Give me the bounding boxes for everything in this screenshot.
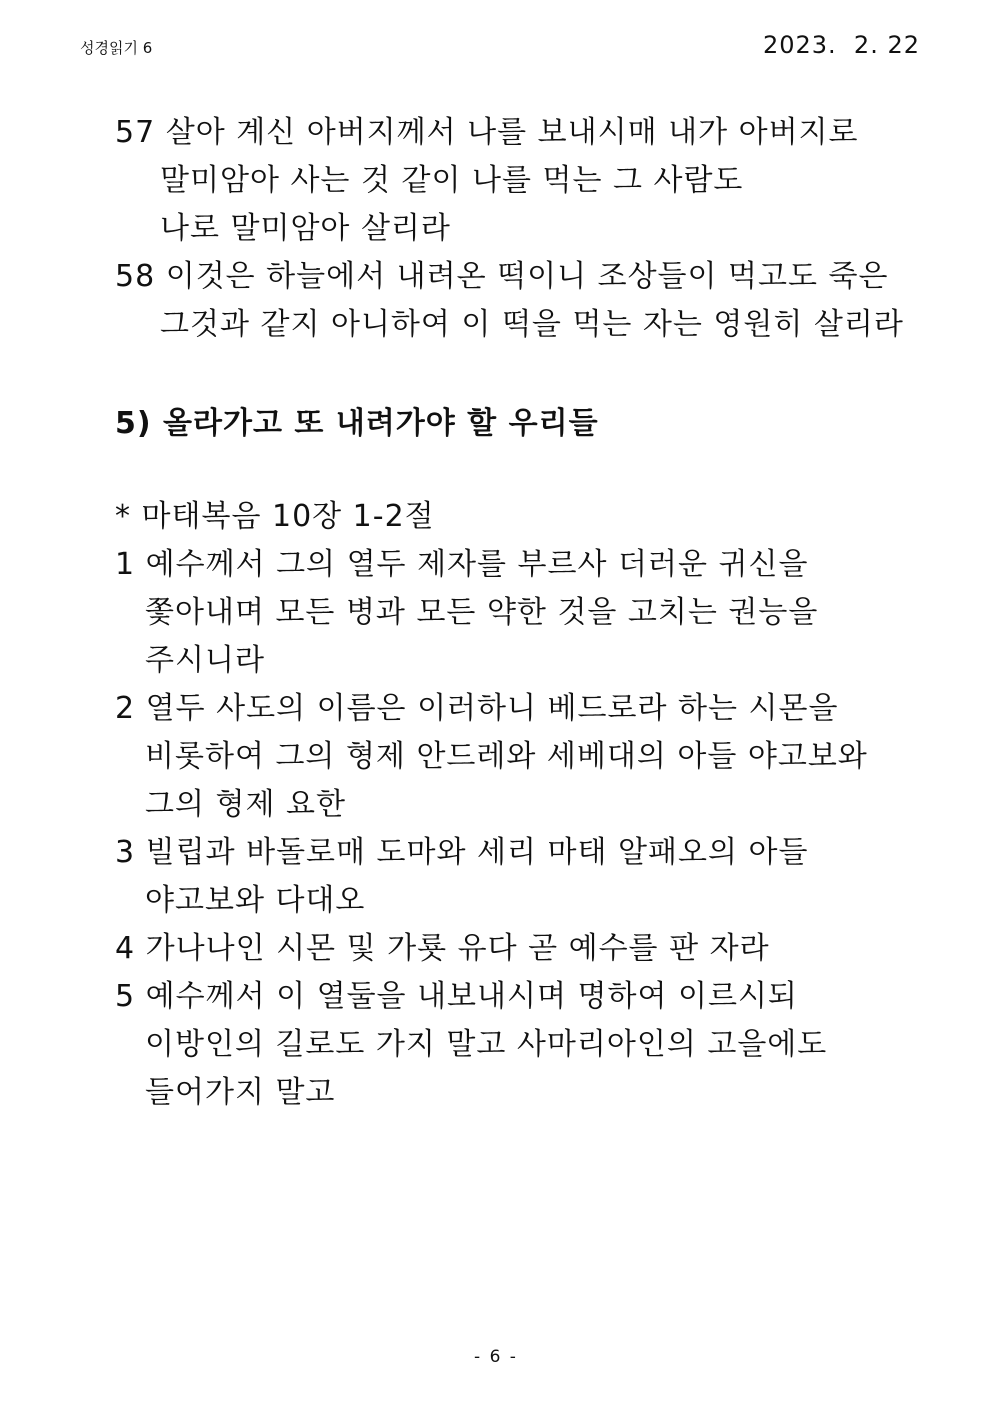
document-date: 2023. 2. 22 — [762, 31, 920, 59]
verse-4-line-1: 4 가나나인 시몬 및 가룟 유다 곧 예수를 판 자라 — [115, 931, 770, 966]
verse-2-line-2: 비롯하여 그의 형제 안드레와 세베대의 아들 야고보와 — [145, 739, 868, 774]
verse-2-line-1: 2 열두 사도의 이름은 이러하니 베드로라 하는 시몬을 — [115, 691, 839, 726]
verse-58-line-1: 58 이것은 하늘에서 내려온 떡이니 조상들이 먹고도 죽은 — [115, 259, 889, 294]
document-title: 성경읽기 6 — [80, 39, 153, 57]
verse-1-line-1: 1 예수께서 그의 열두 제자를 부르사 더러운 귀신을 — [115, 547, 809, 582]
verse-57-line-1: 57 살아 계신 아버지께서 나를 보내시매 내가 아버지로 — [115, 115, 859, 150]
verse-3-line-1: 3 빌립과 바돌로매 도마와 세리 마태 알패오의 아들 — [115, 835, 809, 870]
verse-1-line-2: 쫓아내며 모든 병과 모든 약한 것을 고치는 권능을 — [145, 595, 819, 630]
verse-3-line-2: 야고보와 다대오 — [145, 883, 366, 918]
verse-57-line-2: 말미암아 사는 것 같이 나를 먹는 그 사람도 — [160, 163, 744, 198]
verse-58-line-2: 그것과 같지 아니하여 이 떡을 먹는 자는 영원히 살리라 — [160, 307, 904, 342]
verse-5-line-3: 들어가지 말고 — [145, 1075, 336, 1110]
verse-5-line-1: 5 예수께서 이 열둘을 내보내시며 명하여 이르시되 — [115, 979, 798, 1014]
verse-5-line-2: 이방인의 길로도 가지 말고 사마리아인의 고을에도 — [145, 1027, 828, 1062]
page-number: - 6 - — [474, 1347, 518, 1367]
section-heading: 5) 올라가고 또 내려가야 할 우리들 — [115, 406, 599, 441]
passage-reference: * 마태복음 10장 1-2절 — [115, 499, 435, 534]
verse-1-line-3: 주시니라 — [145, 643, 265, 678]
verse-57-line-3: 나로 말미암아 살리라 — [160, 211, 451, 246]
verse-2-line-3: 그의 형제 요한 — [145, 787, 346, 822]
